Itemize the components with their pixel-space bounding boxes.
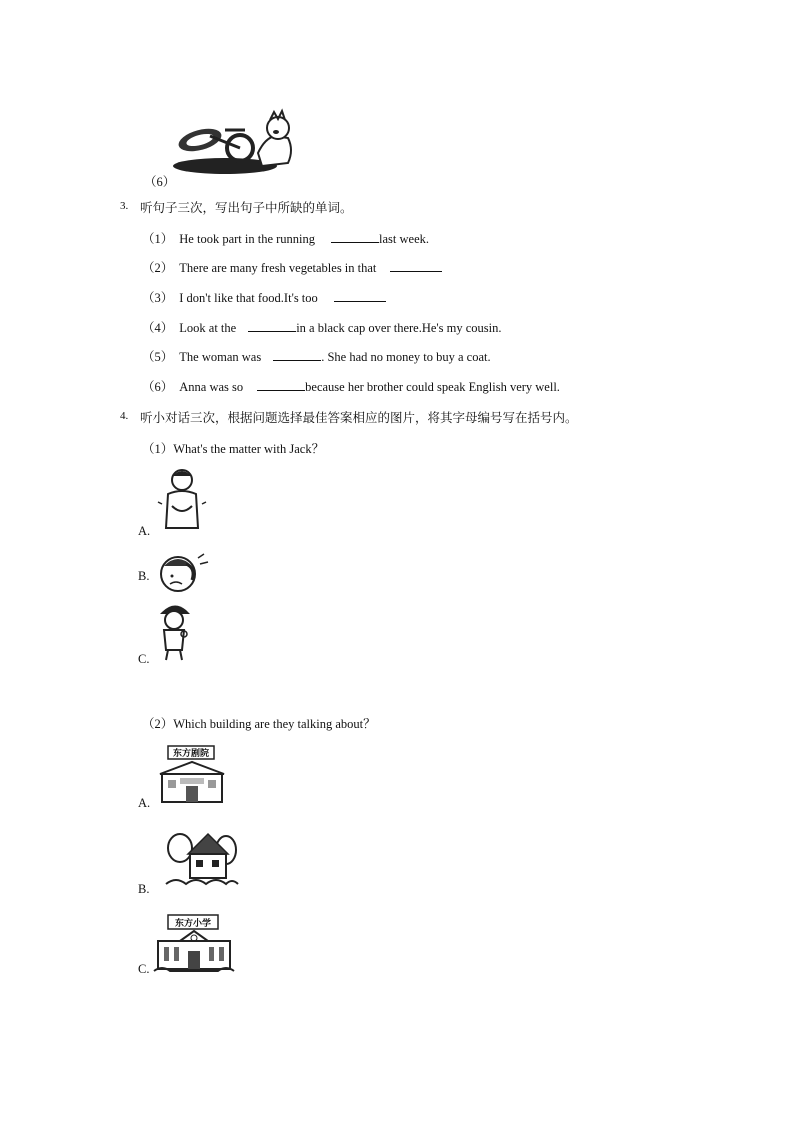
sentence-text-before: I don't like that food.It's too bbox=[179, 291, 318, 305]
stomachache-boy-image bbox=[158, 468, 206, 534]
cap-boy-image bbox=[154, 600, 194, 662]
option-a-label[interactable]: A. bbox=[138, 796, 151, 810]
school-building-image bbox=[154, 913, 234, 975]
sentence-text-before: The woman was bbox=[179, 350, 262, 364]
sentence-text-before: Anna was so bbox=[179, 380, 244, 394]
answer-blank[interactable] bbox=[390, 260, 442, 272]
sentence-text-before: Look at the bbox=[179, 321, 237, 335]
theatre-building-image bbox=[156, 744, 228, 806]
sentence-text-after: in a black cap over there.He's my cousin. bbox=[296, 321, 502, 335]
fallen-bike-boy-image bbox=[170, 108, 300, 178]
question-3-instruction: 听句子三次，写出句子中所缺的单词。 bbox=[140, 201, 353, 215]
sentence-index: （1） bbox=[142, 232, 174, 246]
sub-question-2: （2）Which building are they talking about？ bbox=[142, 717, 376, 731]
sentence-text-before: There are many fresh vegetables in that bbox=[179, 261, 377, 275]
answer-blank[interactable] bbox=[248, 320, 296, 332]
option-c-label[interactable]: C. bbox=[138, 652, 150, 666]
option-b-label[interactable]: B. bbox=[138, 882, 150, 896]
sentence-index: （5） bbox=[142, 350, 174, 364]
sentence-index: （2） bbox=[142, 261, 174, 275]
answer-blank[interactable] bbox=[334, 290, 386, 302]
school-sign-text: 东方小学 bbox=[174, 919, 212, 929]
house-trees-image bbox=[166, 826, 238, 892]
sentence-5 bbox=[142, 347, 491, 365]
sentence-index: （4） bbox=[142, 321, 174, 335]
answer-blank[interactable] bbox=[257, 379, 305, 391]
headache-boy-image bbox=[152, 550, 210, 596]
sentence-6 bbox=[142, 377, 560, 395]
sentence-index: （3） bbox=[142, 291, 174, 305]
sub-question-1: （1）What's the matter with Jack？ bbox=[142, 442, 325, 456]
answer-blank[interactable] bbox=[331, 231, 379, 243]
sentence-text-after: . She had no money to buy a coat. bbox=[321, 350, 491, 364]
theatre-sign-text: 东方剧院 bbox=[172, 749, 210, 759]
question-3-number: 3. bbox=[120, 200, 129, 212]
sentence-text-after: because her brother could speak English very well. bbox=[305, 380, 560, 394]
sentence-text-before: He took part in the running bbox=[179, 232, 316, 246]
question-4-instruction: 听小对话三次，根据问题选择最佳答案相应的图片，将其字母编号写在括号内。 bbox=[140, 411, 578, 425]
picture-label-6: （6） bbox=[144, 175, 176, 189]
sentence-text-after: last week. bbox=[379, 232, 429, 246]
option-b-label[interactable]: B. bbox=[138, 569, 150, 583]
answer-blank[interactable] bbox=[273, 349, 321, 361]
sentence-4 bbox=[142, 318, 502, 336]
sentence-1 bbox=[142, 229, 429, 247]
option-c-label[interactable]: C. bbox=[138, 962, 150, 976]
sentence-3 bbox=[142, 288, 386, 306]
sentence-2 bbox=[142, 258, 442, 276]
sentence-index: （6） bbox=[142, 380, 174, 394]
question-4-number: 4. bbox=[120, 410, 129, 422]
option-a-label[interactable]: A. bbox=[138, 524, 151, 538]
